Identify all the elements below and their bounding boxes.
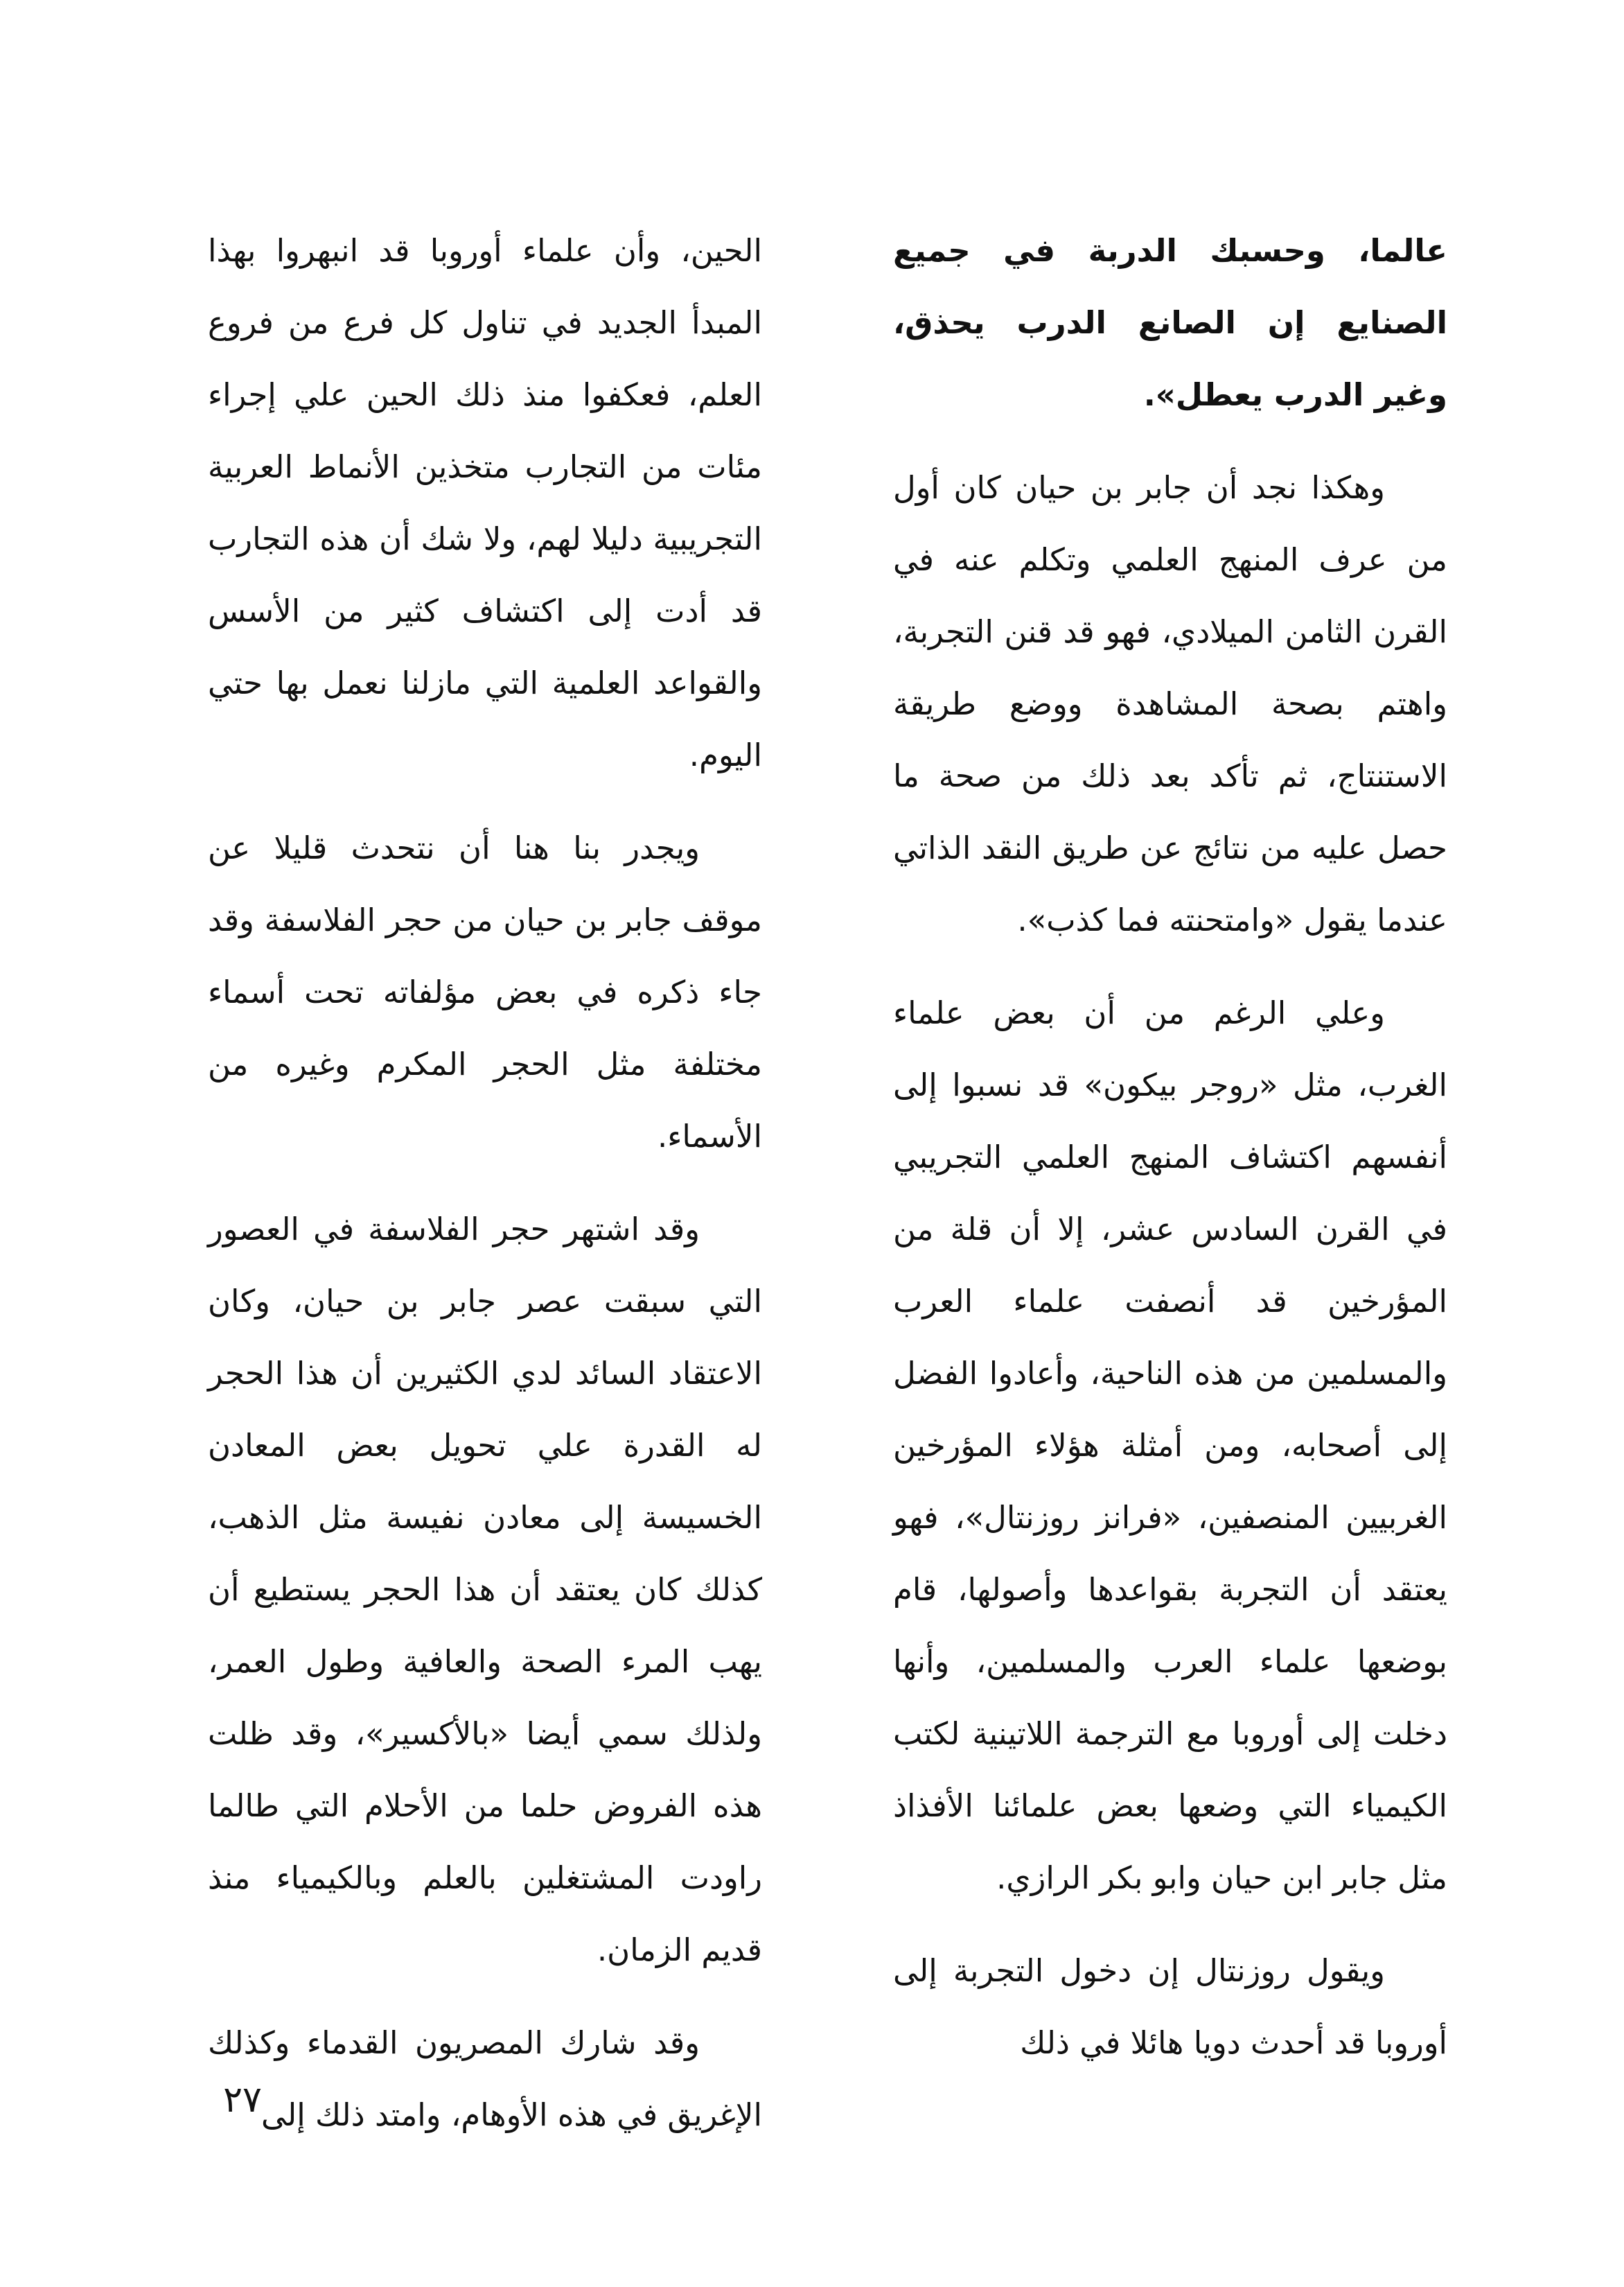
- paragraph: ويقول روزنتال إن دخول التجربة إلى أوروبا قد أحدث دويا هائلا في ذلك: [893, 1952, 1447, 2061]
- paragraph: ويجدر بنا هنا أن نتحدث قليلا عن موقف جابر بن حيان من حجر الفلاسفة وقد جاء ذكره في بعض مؤلفاته تحت أسماء مختلفة مثل الحجر المكرم وغيره من الأسماء.: [208, 830, 762, 1155]
- paragraph: الحين، وأن علماء أوروبا قد انبهروا بهذا المبدأ الجديد في تناول كل فرع من فروع العلم، فعكفوا منذ ذلك الحين علي إجراء مئات من التجارب متخذين الأنماط العربية التجريبية دليلا لهم، ولا شك أن هذه التجارب قد أدت إلى اكتشاف كثير من الأسس والقواعد العلمية التي مازلنا نعمل بها حتي اليوم.: [208, 232, 762, 773]
- paragraph: وعلي الرغم من أن بعض علماء الغرب، مثل «روجر بيكون» قد نسبوا إلى أنفسهم اكتشاف المنهج العلمي التجريبي في القرن السادس عشر، إلا أن قلة من المؤرخين قد أنصفت علماء العرب والمسلمين من هذه الناحية، وأعادوا الفضل إلى أصحابه، ومن أمثلة هؤلاء المؤرخين الغربيين المنصفين، «فرانز روزنتال»، فهو يعتقد أن التجربة بقواعدها وأصولها، قام بوضعها علماء العرب والمسلمين، وأنها دخلت إلى أوروبا مع الترجمة اللاتينية لكتب الكيمياء التي وضعها بعض علمائنا الأفذاذ مثل جابر ابن حيان وابو بكر الرازي.: [893, 994, 1447, 1896]
- paragraph: وهكذا نجد أن جابر بن حيان كان أول من عرف المنهج العلمي وتكلم عنه في القرن الثامن الميلادي، فهو قد قنن التجربة، واهتم بصحة المشاهدة ووضع طريقة الاستنتاج، ثم تأكد بعد ذلك من صحة ما حصل عليه من نتائج عن طريق النقد الذاتي عندما يقول «وامتحنته فما كذب».: [893, 469, 1447, 938]
- paragraph: عالما، وحسبك الدربة في جميع الصنايع إن الصانع الدرب يحذق، وغير الدرب يعطل».: [893, 232, 1447, 413]
- left-column: [208, 215, 762, 2172]
- paragraph: وقد اشتهر حجر الفلاسفة في العصور التي سبقت عصر جابر بن حيان، وكان الاعتقاد السائد لدي الكثيرين أن هذا الحجر له القدرة علي تحويل بعض المعادن الخسيسة إلى معادن نفيسة مثل الذهب، كذلك كان يعتقد أن هذا الحجر يستطيع أن يهب المرء الصحة والعافية وطول العمر، ولذلك سمي أيضا «بالأكسير»، وقد ظلت هذه الفروض حلما من الأحلام التي طالما راودت المشتغلين بالعلم وبالكيمياء منذ قديم الزمان.: [208, 1211, 762, 1968]
- right-column: [893, 215, 1447, 2100]
- page-number: ٢٧: [223, 2079, 262, 2121]
- paragraph: وقد شارك المصريون القدماء وكذلك الإغريق في هذه الأوهام، وامتد ذلك إلى: [208, 2024, 762, 2133]
